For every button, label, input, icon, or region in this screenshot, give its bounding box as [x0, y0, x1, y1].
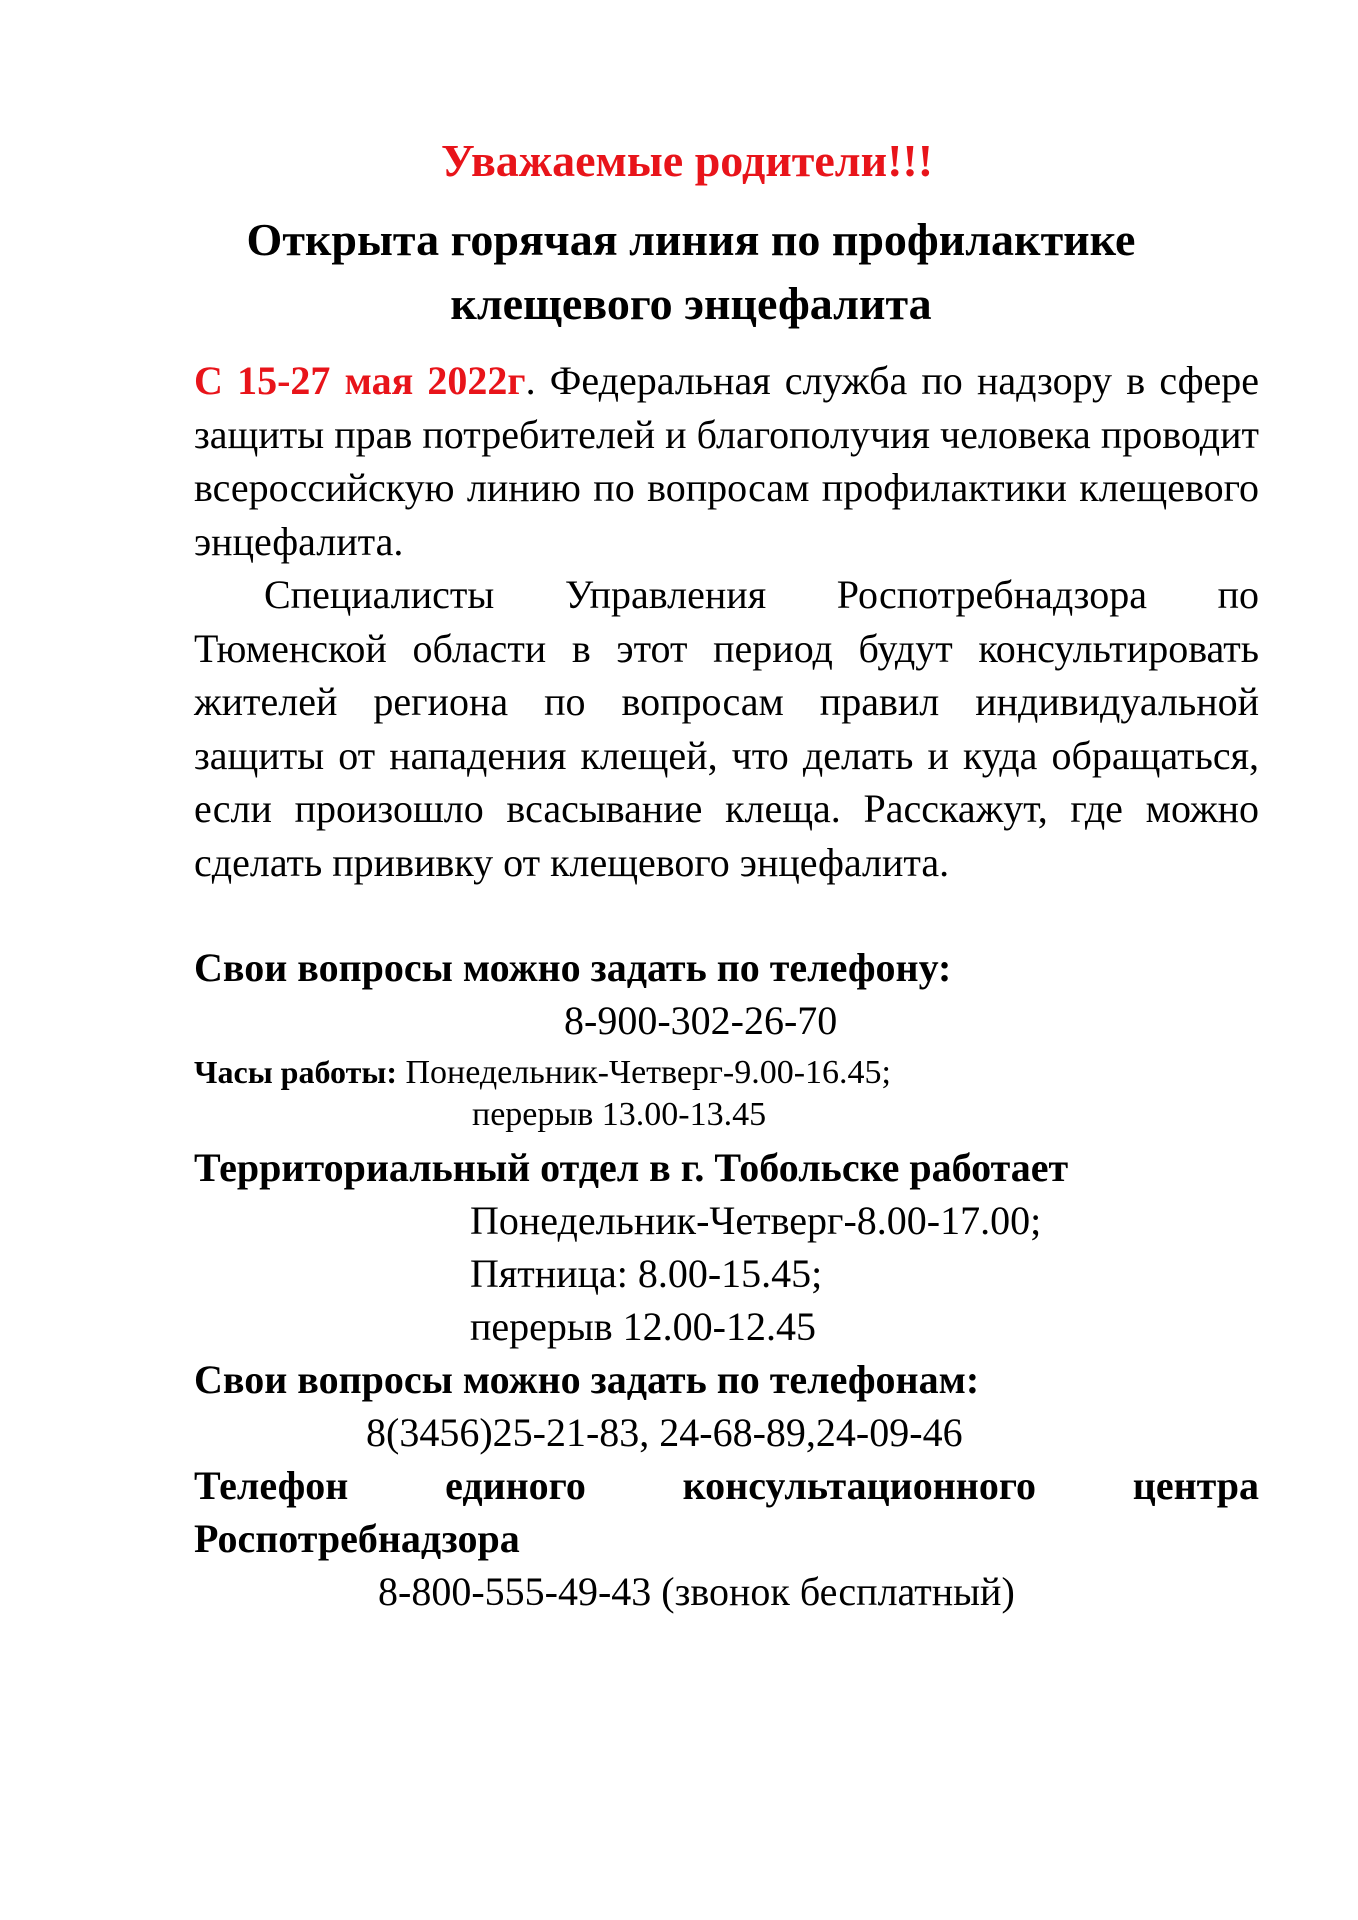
paragraph-intro: [194, 354, 1259, 568]
center-heading-line-2: Роспотребнадзора: [194, 1516, 520, 1561]
center-heading-word: Телефон: [194, 1463, 349, 1508]
hotline-heading: Свои вопросы можно задать по телефону:: [194, 945, 952, 990]
tobolsk-hours-friday: Пятница: 8.00-15.45;: [470, 1251, 823, 1296]
title-line-2: клещевого энцефалита: [450, 278, 932, 329]
center-heading-line-1: [194, 1462, 1259, 1509]
center-heading-word: консультационного: [682, 1463, 1036, 1508]
tobolsk-phones-heading: Свои вопросы можно задать по телефонам:: [194, 1357, 980, 1402]
tobolsk-heading: Территориальный отдел в г. Тобольске работает: [194, 1145, 1069, 1190]
campaign-dates: С 15-27 мая 2022г: [194, 358, 526, 403]
hotline-break: перерыв 13.00-13.45: [472, 1096, 767, 1133]
tobolsk-break: перерыв 12.00-12.45: [470, 1304, 816, 1349]
center-heading-word: центра: [1132, 1463, 1259, 1508]
tobolsk-hours-weekdays: Понедельник-Четверг-8.00-17.00;: [470, 1198, 1042, 1243]
paragraph-intro-text: . Федеральная служба по надзору в сфере защиты прав потребителей и благополучия человека проводит всероссийскую линию по вопросам профилактики клещевого энцефалита.: [194, 358, 1260, 564]
paragraph-specialists: Специалисты Управления Роспотребнадзора по Тюменской области в этот период будут консультировать жителей региона по вопросам правил индивидуальной защиты от нападения клещей, что делать и куда обращаться, если произошло всасывание клеща. Расскажут, где можно сделать прививку от клещевого энцефалита.: [194, 572, 1259, 885]
hotline-phone: 8-900-302-26-70: [564, 998, 838, 1043]
title-line-1: Открыта горячая линия по профилактике: [246, 214, 1136, 265]
hours-value: Понедельник-Четверг-9.00-16.45;: [405, 1054, 891, 1091]
hotline-hours: [194, 1054, 891, 1092]
greeting-heading: Уважаемые родители!!!: [440, 135, 934, 186]
tobolsk-phones: 8(3456)25-21-83, 24-68-89,24-09-46: [366, 1410, 963, 1455]
center-phone: 8-800-555-49-43 (звонок бесплатный): [378, 1569, 1015, 1614]
hours-label: Часы работы:: [194, 1054, 397, 1090]
center-heading-word: единого: [445, 1463, 586, 1508]
